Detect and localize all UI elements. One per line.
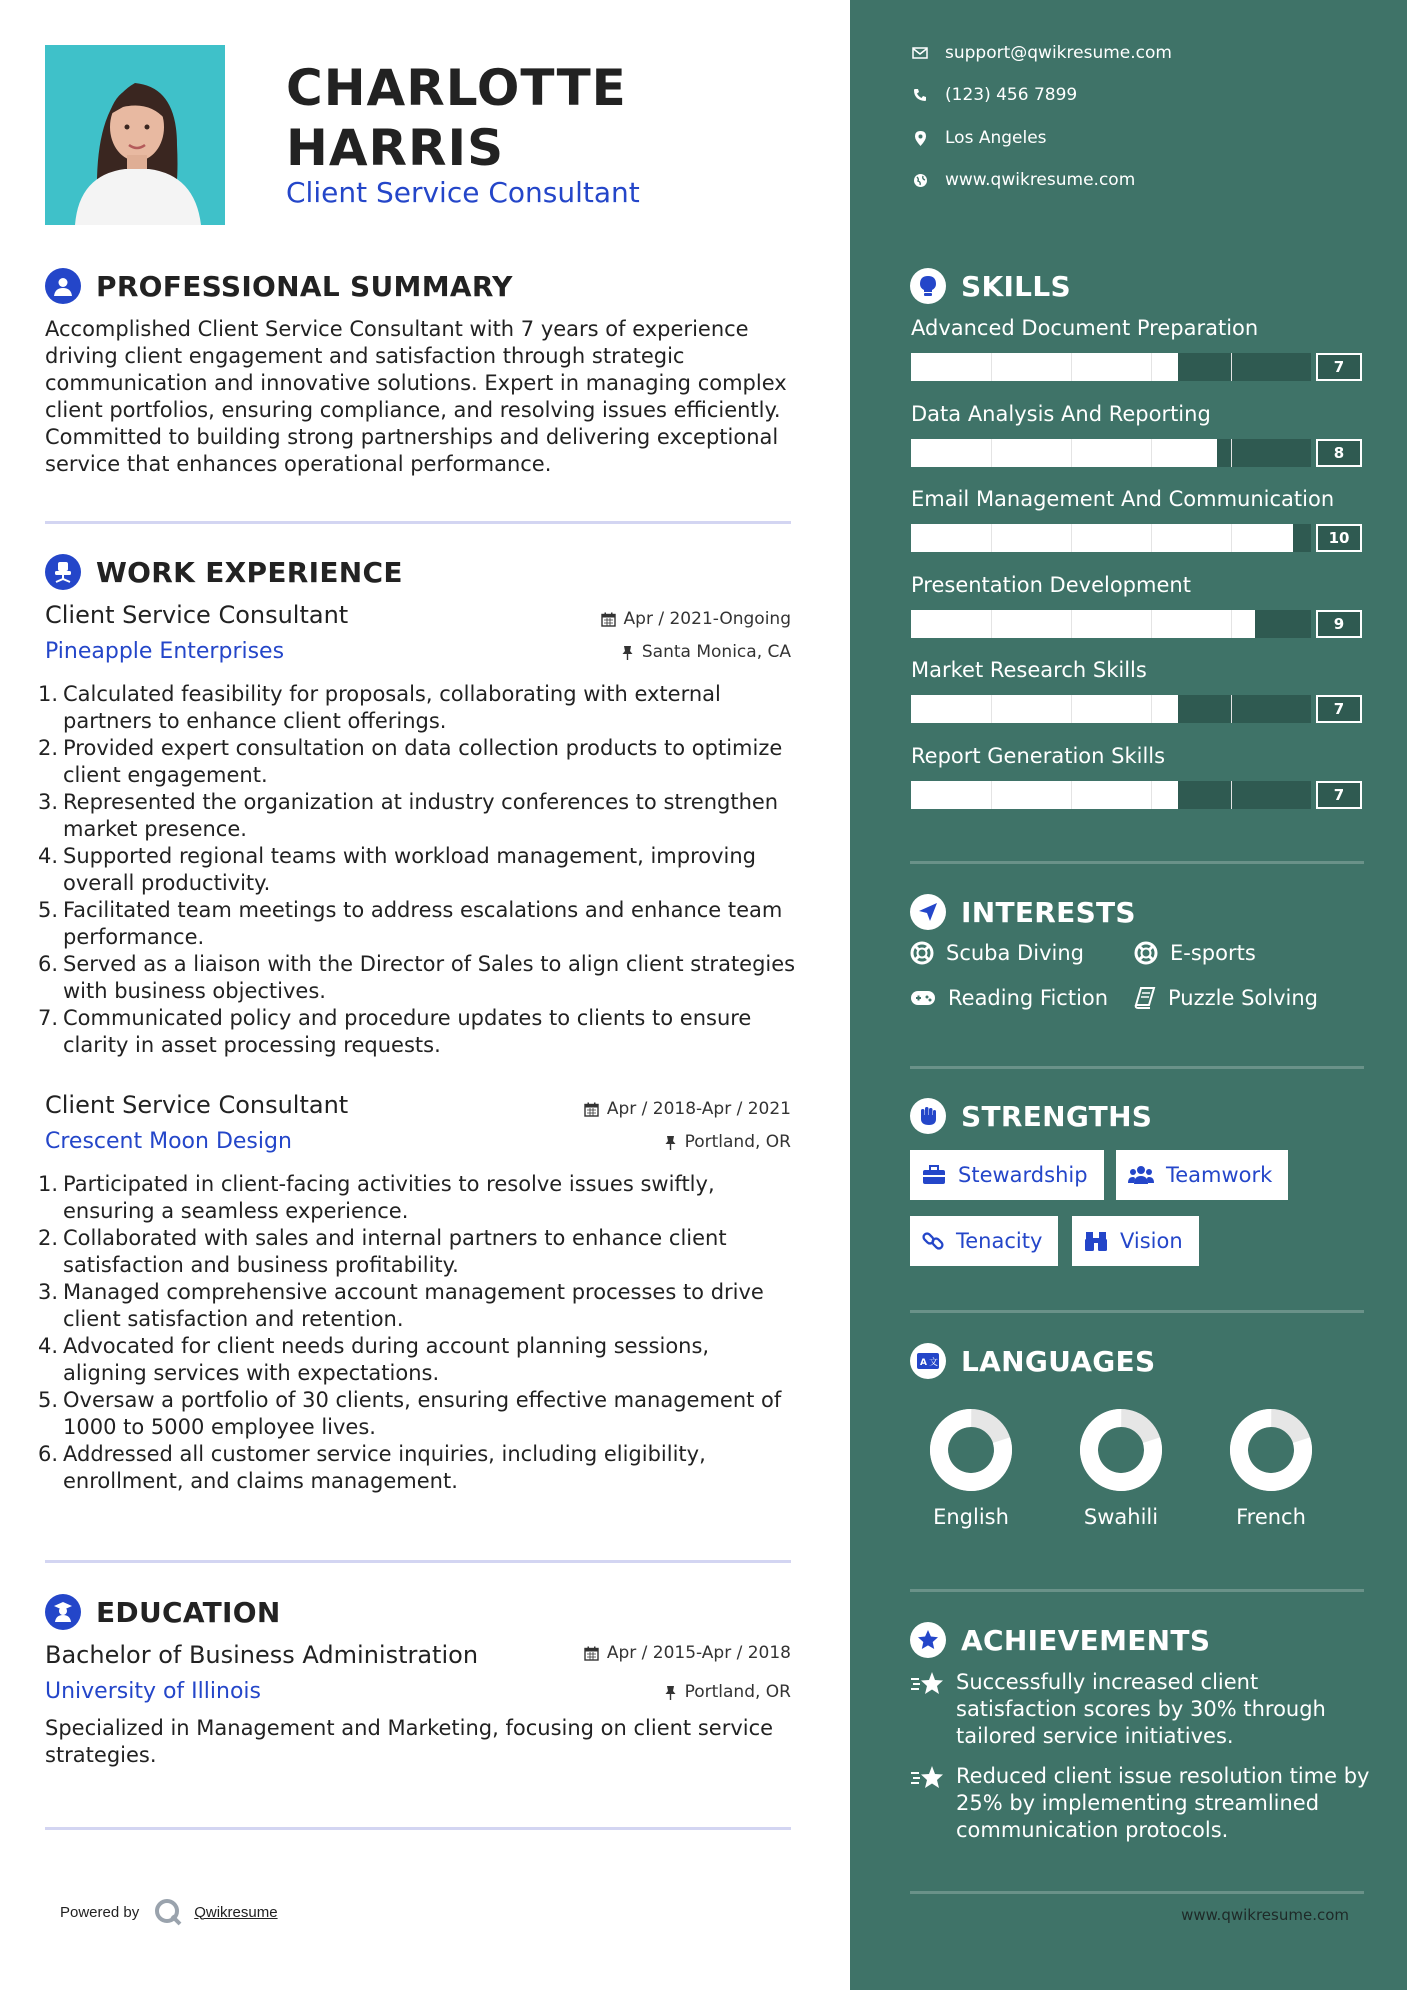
qwikresume-link[interactable]: Qwikresume — [194, 1903, 278, 1921]
list-item: 3. Represented the organization at industry conferences to strengthen market presence. — [38, 790, 779, 841]
skill-name: Report Generation Skills — [911, 744, 1166, 768]
skill-score: 7 — [1316, 781, 1362, 809]
list-item: 3. Managed comprehensive account management processes to drive client satisfaction and retention. — [38, 1280, 764, 1331]
lightbulb-icon — [910, 268, 946, 304]
fist-icon — [910, 1098, 946, 1134]
job-dates — [584, 1099, 791, 1119]
skill-score: 9 — [1316, 610, 1362, 638]
summary-title: PROFESSIONAL SUMMARY — [96, 269, 513, 303]
job-location-text: Portland, OR — [684, 1132, 791, 1152]
achievements-heading — [910, 1622, 1210, 1658]
skill-name: Advanced Document Preparation — [911, 316, 1259, 340]
interest-item — [910, 941, 1084, 965]
interests-title: INTERESTS — [961, 895, 1136, 929]
job-dates-text: Apr / 2018-Apr / 2021 — [606, 1099, 791, 1119]
skill-bar-segment — [1071, 439, 1072, 467]
list-item: 2. Collaborated with sales and internal partners to enhance client satisfaction and business profitability. — [38, 1226, 727, 1277]
section-divider — [910, 861, 1364, 864]
skill-bar-fill — [911, 524, 1293, 552]
skill-bar-segment — [1231, 781, 1232, 809]
life-ring-icon — [910, 941, 934, 965]
contact-email[interactable] — [910, 43, 1172, 63]
language-icon — [910, 1343, 946, 1379]
last-name: HARRIS — [286, 119, 505, 177]
book-icon — [1134, 987, 1156, 1009]
link-icon — [922, 1230, 944, 1252]
life-ring-icon — [1134, 941, 1158, 965]
skill-bar-segment — [1151, 695, 1152, 723]
skill-bar-segment — [991, 610, 992, 638]
skill-score: 7 — [1316, 353, 1362, 381]
skill-bar-segment — [1231, 439, 1232, 467]
education-heading — [45, 1594, 281, 1630]
skill-name: Email Management And Communication — [911, 487, 1335, 511]
strengths-heading — [910, 1098, 1152, 1134]
company-name: Crescent Moon Design — [45, 1129, 292, 1154]
star-speed-icon — [910, 1765, 946, 1791]
language-ring — [1076, 1405, 1166, 1495]
list-item: 2. Provided expert consultation on data collection products to optimize client engagement. — [38, 736, 783, 787]
section-divider — [910, 1310, 1364, 1313]
language-item — [1211, 1405, 1331, 1529]
list-item: 6. Served as a liaison with the Director of Sales to align client strategies with business objectives. — [38, 952, 796, 1003]
section-divider — [910, 1066, 1364, 1069]
skill-bar-fill — [911, 610, 1255, 638]
skill-bar-segment — [1151, 439, 1152, 467]
job-bullet-list — [38, 681, 798, 1059]
skill-bar-segment — [1151, 610, 1152, 638]
skill-bar-segment — [1071, 353, 1072, 381]
contact-website[interactable] — [910, 170, 1135, 190]
skills-title: SKILLS — [961, 269, 1071, 303]
binoculars-icon — [1084, 1230, 1108, 1252]
languages-title: LANGUAGES — [961, 1344, 1156, 1378]
skill-bar — [911, 781, 1311, 809]
skill-bar-fill — [911, 695, 1178, 723]
contact-location — [910, 128, 1047, 148]
achievement-text: Reduced client issue resolution time by 25% by implementing streamlined communication protocols. — [956, 1764, 1370, 1842]
paper-plane-icon — [910, 894, 946, 930]
pin-icon — [664, 1135, 677, 1150]
experience-title: WORK EXPERIENCE — [96, 555, 403, 589]
section-divider — [45, 1560, 791, 1563]
skill-score: 10 — [1316, 524, 1362, 552]
powered-by — [60, 1898, 278, 1926]
interest-label: Reading Fiction — [948, 986, 1109, 1010]
strength-badge — [1072, 1216, 1199, 1266]
skill-bar — [911, 353, 1311, 381]
job-title: Client Service Consultant — [45, 601, 349, 629]
interest-item — [1134, 986, 1318, 1010]
list-item: 4. Advocated for client needs during account planning sessions, aligning services with expectations. — [38, 1334, 710, 1385]
achievement-text: Successfully increased client satisfaction scores by 30% through tailored service initiatives. — [956, 1670, 1326, 1748]
contact-location-text: Los Angeles — [945, 128, 1047, 148]
skill-bar-fill — [911, 353, 1178, 381]
strength-badge — [910, 1216, 1058, 1266]
education-dates-text: Apr / 2015-Apr / 2018 — [606, 1643, 791, 1663]
skill-bar-segment — [1231, 610, 1232, 638]
contact-website-text: www.qwikresume.com — [945, 170, 1136, 190]
svg-text:文: 文 — [929, 1358, 939, 1368]
skill-bar — [911, 439, 1311, 467]
list-item: 4. Supported regional teams with workload management, improving overall productivity. — [38, 844, 756, 895]
skill-bar-segment — [1151, 353, 1152, 381]
gamepad-icon — [910, 989, 936, 1007]
office-chair-icon — [45, 554, 81, 590]
skill-bar — [911, 524, 1311, 552]
interests-heading — [910, 894, 1136, 930]
phone-icon — [910, 88, 930, 102]
section-divider — [45, 1827, 791, 1830]
graduate-icon — [45, 1594, 81, 1630]
job-title: Client Service Consultant — [45, 1091, 349, 1119]
skill-bar-segment — [1231, 695, 1232, 723]
pin-icon — [664, 1685, 677, 1700]
summary-text: Accomplished Client Service Consultant with 7 years of experience driving client engagement and satisfaction through strategic communication and innovative solutions. Expert in managing complex client portfolios, ensuring compliance, and resolving issues efficiently. Committed to building strong partnerships and delivering exceptional service that enhances operational performance. — [45, 317, 787, 476]
briefcase-icon — [922, 1165, 946, 1185]
list-item: 5. Oversaw a portfolio of 30 clients, ensuring effective management of 1000 to 5000 employee lives. — [38, 1388, 782, 1439]
strength-badge — [1116, 1150, 1288, 1200]
education-description: Specialized in Management and Marketing, focusing on client service strategies. — [45, 1716, 774, 1767]
skill-bar-segment — [991, 439, 992, 467]
job-location-text: Santa Monica, CA — [641, 642, 791, 662]
calendar-icon — [584, 1102, 599, 1117]
section-divider — [910, 1891, 1364, 1894]
calendar-icon — [601, 612, 616, 627]
list-item: 6. Addressed all customer service inquiries, including eligibility, enrollment, and claims management. — [38, 1442, 706, 1493]
contact-phone-text: (123) 456 7899 — [945, 85, 1078, 105]
language-ring — [926, 1405, 1016, 1495]
skill-bar-segment — [1231, 353, 1232, 381]
profile-photo — [45, 45, 225, 225]
school-name: University of Illinois — [45, 1679, 261, 1704]
contact-email-text: support@qwikresume.com — [945, 43, 1172, 63]
strength-badge — [910, 1150, 1104, 1200]
candidate-title: Client Service Consultant — [286, 176, 640, 209]
company-name: Pineapple Enterprises — [45, 639, 285, 664]
first-name: CHARLOTTE — [286, 59, 627, 117]
star-badge-icon — [910, 1622, 946, 1658]
skill-bar-segment — [1071, 524, 1072, 552]
interest-item — [910, 986, 1108, 1010]
interest-label: Scuba Diving — [946, 941, 1084, 965]
globe-icon — [910, 173, 930, 188]
section-divider — [910, 1589, 1364, 1592]
candidate-name — [286, 58, 627, 178]
skill-bar-fill — [911, 781, 1178, 809]
skill-bar-fill — [911, 439, 1217, 467]
strength-label: Stewardship — [958, 1163, 1088, 1187]
education-dates — [584, 1643, 791, 1663]
achievement-item — [910, 1763, 1370, 1844]
language-ring — [1226, 1405, 1316, 1495]
job-dates — [601, 609, 791, 629]
achievement-item — [910, 1669, 1370, 1750]
skill-bar-segment — [1231, 524, 1232, 552]
star-speed-icon — [910, 1671, 946, 1697]
sidebar — [850, 0, 1407, 1990]
skill-bar-segment — [991, 695, 992, 723]
skill-bar-segment — [1071, 781, 1072, 809]
skill-bar — [911, 610, 1311, 638]
strength-label: Teamwork — [1166, 1163, 1273, 1187]
skill-bar-segment — [991, 524, 992, 552]
section-divider — [45, 521, 791, 524]
summary-heading — [45, 268, 513, 304]
strength-label: Tenacity — [956, 1229, 1043, 1253]
interest-label: E-sports — [1170, 941, 1256, 965]
interest-item — [1134, 941, 1256, 965]
contact-phone[interactable] — [910, 85, 1077, 105]
language-label: English — [933, 1505, 1009, 1529]
language-item — [911, 1405, 1031, 1529]
users-icon — [1128, 1165, 1154, 1185]
skill-bar-segment — [1151, 524, 1152, 552]
skill-bar — [911, 695, 1311, 723]
language-label: French — [1236, 1505, 1306, 1529]
list-item: 1. Participated in client-facing activities to resolve issues swiftly, ensuring a seamless experience. — [38, 1172, 715, 1223]
language-item — [1061, 1405, 1181, 1529]
language-label: Swahili — [1083, 1505, 1159, 1529]
achievements-title: ACHIEVEMENTS — [961, 1623, 1211, 1657]
svg-text:A: A — [920, 1358, 927, 1368]
skill-name: Presentation Development — [911, 573, 1191, 597]
skill-bar-segment — [1151, 781, 1152, 809]
map-marker-icon — [910, 131, 930, 146]
skill-score: 8 — [1316, 439, 1362, 467]
strength-label: Vision — [1120, 1229, 1183, 1253]
skill-bar-segment — [1071, 610, 1072, 638]
calendar-icon — [584, 1646, 599, 1661]
education-title: EDUCATION — [96, 1595, 281, 1629]
skill-bar-segment — [1071, 695, 1072, 723]
degree-title: Bachelor of Business Administration — [45, 1641, 479, 1669]
experience-heading — [45, 554, 403, 590]
pin-icon — [621, 645, 634, 660]
list-item: 1. Calculated feasibility for proposals, collaborating with external partners to enhance client offerings. — [38, 682, 721, 733]
skill-name: Market Research Skills — [911, 658, 1147, 682]
qwikresume-logo-icon — [154, 1898, 182, 1926]
user-circle-icon — [45, 268, 81, 304]
envelope-icon — [910, 47, 930, 59]
interest-label: Puzzle Solving — [1168, 986, 1318, 1010]
powered-by-label: Powered by — [60, 1903, 140, 1921]
skill-bar-segment — [991, 353, 992, 381]
skill-bar-segment — [991, 781, 992, 809]
footer-website[interactable]: www.qwikresume.com — [1181, 1906, 1349, 1924]
skills-heading — [910, 268, 1071, 304]
list-item: 5. Facilitated team meetings to address escalations and enhance team performance. — [38, 898, 783, 949]
job-bullet-list — [38, 1171, 798, 1495]
education-location — [664, 1682, 791, 1702]
job-dates-text: Apr / 2021-Ongoing — [623, 609, 791, 629]
skill-name: Data Analysis And Reporting — [911, 402, 1211, 426]
list-item: 7. Communicated policy and procedure updates to clients to ensure clarity in asset processing requests. — [38, 1006, 752, 1057]
languages-heading — [910, 1343, 1155, 1379]
skill-score: 7 — [1316, 695, 1362, 723]
job-location — [664, 1132, 791, 1152]
education-location-text: Portland, OR — [684, 1682, 791, 1702]
strengths-title: STRENGTHS — [961, 1099, 1153, 1133]
job-location — [621, 642, 791, 662]
